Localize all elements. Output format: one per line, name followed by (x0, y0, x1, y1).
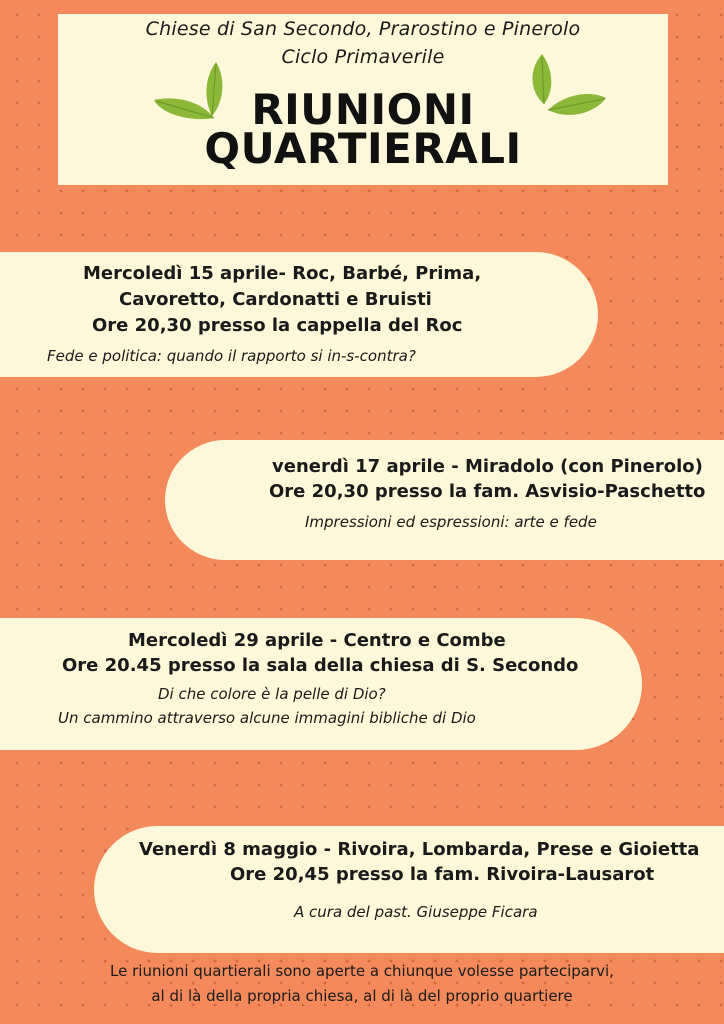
meeting-topic: Di che colore è la pelle di Dio? (158, 685, 386, 703)
meeting-title-continued: Cavoretto, Cardonatti e Bruisti (119, 289, 432, 310)
meeting-topic: Impressioni ed espressioni: arte e fede (305, 513, 597, 531)
meeting-time-place: Ore 20.45 presso la sala della chiesa di S. Secondo (62, 655, 579, 676)
meeting-time-place: Ore 20,45 presso la fam. Rivoira-Lausarot (230, 864, 655, 885)
leaves-icon (520, 54, 610, 134)
meeting-time-place: Ore 20,30 presso la cappella del Roc (92, 315, 463, 336)
meeting-card-3 (0, 618, 642, 750)
cycle-subtitle: Ciclo Primaverile (281, 46, 445, 68)
meeting-card-2 (165, 440, 724, 560)
meeting-topic-continued: Un cammino attraverso alcune immagini bibliche di Dio (58, 709, 476, 727)
meeting-title: Mercoledì 15 aprile- Roc, Barbé, Prima, (83, 263, 482, 284)
meeting-title: Venerdì 8 maggio - Rivoira, Lombarda, Prese e Gioietta (139, 839, 700, 860)
meeting-title: Mercoledì 29 aprile - Centro e Combe (128, 630, 506, 651)
meeting-topic: A cura del past. Giuseppe Ficara (294, 903, 538, 921)
meeting-title: venerdì 17 aprile - Miradolo (con Pinerolo) (272, 456, 703, 477)
leaves-icon (152, 60, 232, 140)
meeting-card-1 (0, 252, 598, 377)
meeting-topic: Fede e politica: quando il rapporto si in-s-contra? (47, 347, 416, 365)
footer-note: Le riunioni quartierali sono aperte a chiunque volesse parteciparvi, (110, 962, 614, 980)
title-line-2: QUARTIERALI (204, 124, 522, 173)
header-banner (58, 14, 668, 185)
footer-note-continued: al di là della propria chiesa, al di là del proprio quartiere (151, 987, 573, 1005)
meeting-time-place: Ore 20,30 presso la fam. Asvisio-Paschetto (269, 481, 706, 502)
title-line-1: RIUNIONI (251, 85, 475, 134)
churches-line: Chiese di San Secondo, Prarostino e Pinerolo (145, 18, 581, 40)
meeting-card-4 (94, 826, 724, 953)
